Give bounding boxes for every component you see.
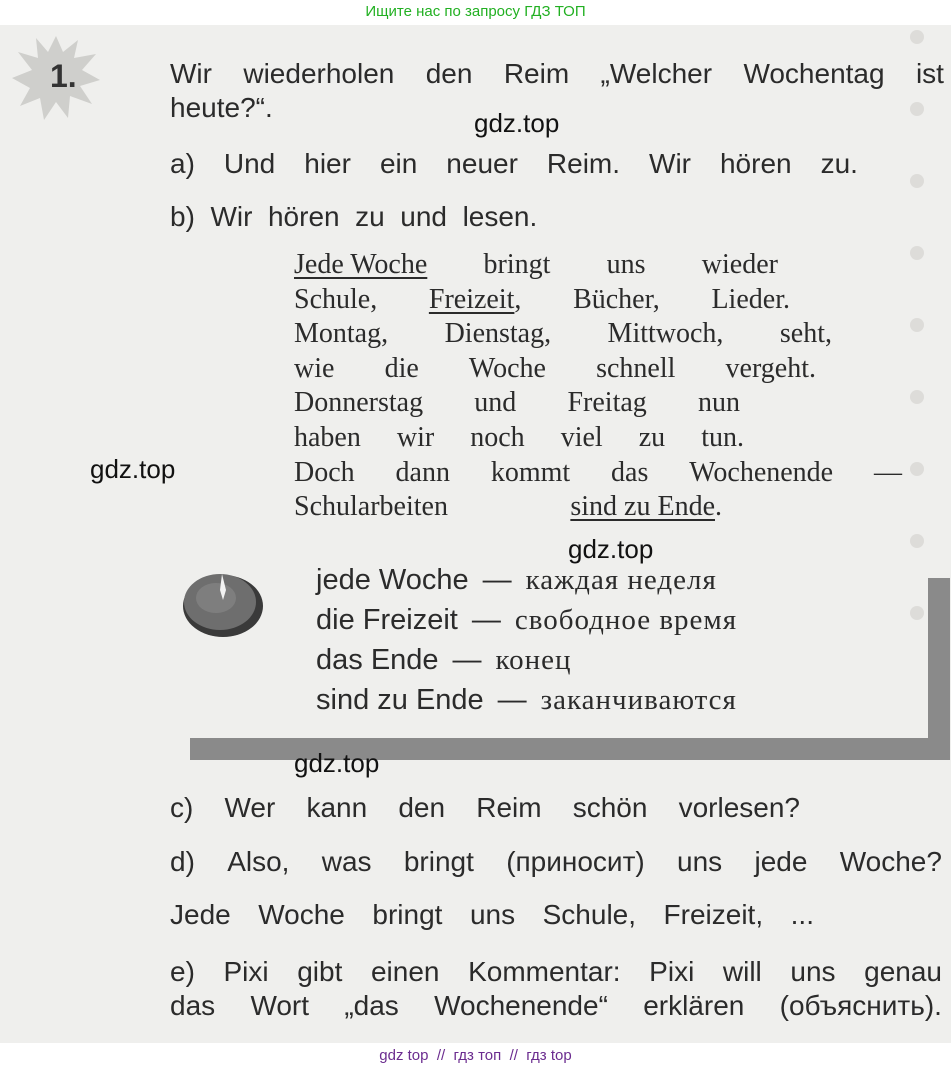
intro-word: „Welcher: [600, 58, 713, 89]
poem-word: Woche: [468, 352, 546, 384]
poem-line-7: [294, 456, 902, 491]
item-c-word: Reim: [476, 792, 542, 823]
item-d: [170, 846, 942, 878]
item-e-word: genau: [864, 956, 942, 987]
item-a-word: hören: [719, 148, 792, 179]
poem-underlined-phrase: Jede Woche: [294, 249, 428, 280]
vocab-dash: —: [452, 643, 482, 676]
poem-word: —: [873, 456, 902, 488]
vocab-row: [316, 640, 737, 680]
item-c-word: vorlesen?: [678, 792, 800, 823]
item-e-word: uns: [790, 956, 836, 987]
poem-line-3: [294, 317, 832, 352]
task-number: 1.: [50, 58, 77, 94]
vocab-german: die Freizeit: [316, 603, 458, 636]
item-e-word: „das: [344, 990, 399, 1021]
decorative-dots: [902, 30, 932, 650]
poem-word: vergeht.: [725, 352, 816, 384]
item-d-answer-word: bringt: [372, 899, 443, 930]
poem-word: Schularbeiten: [294, 491, 448, 523]
item-c-word: Wer: [224, 792, 276, 823]
poem-word: seht,: [779, 318, 832, 350]
poem-word: Bücher,: [573, 283, 660, 315]
poem-word: bringt: [483, 249, 551, 280]
poem-word: Donnerstag: [294, 387, 424, 419]
vocab-russian: свободное время: [514, 603, 738, 636]
vocab-german: das Ende: [316, 643, 439, 676]
vocab-dash: —: [482, 563, 512, 596]
item-e-word: Wort: [250, 990, 310, 1021]
intro-word: Wir: [170, 58, 212, 89]
poem-word: haben: [294, 421, 361, 453]
item-a-word: hier: [304, 148, 351, 179]
item-e-word: Wochenende“: [434, 990, 608, 1021]
poem-word: Montag,: [294, 318, 389, 350]
item-e-line-2: [170, 990, 942, 1022]
poem-word: die: [384, 352, 419, 384]
vocab-dash: —: [471, 603, 501, 636]
item-a-word: Reim.: [546, 148, 621, 179]
item-e-line-1: [170, 956, 942, 988]
item-e-word: Pixi: [223, 956, 269, 987]
item-a-word: a): [170, 148, 195, 179]
item-d-word: was: [321, 846, 372, 877]
poem-word: das: [611, 456, 649, 488]
poem-word: nun: [698, 387, 740, 419]
intro-word: wiederholen: [243, 58, 395, 89]
poem-word: Freitag: [567, 387, 647, 419]
vocab-row: [316, 680, 737, 720]
watermark: gdz.top: [474, 108, 560, 138]
poem-word: Mittwoch,: [607, 318, 724, 350]
item-c-word: schön: [572, 792, 648, 823]
poem-word: ,: [514, 283, 522, 315]
vocab-russian: каждая неделя: [525, 563, 717, 596]
poem-word: kommt: [490, 456, 571, 488]
poem-line-1: [294, 248, 778, 283]
vocab-row: [316, 560, 737, 600]
item-e-word: e): [170, 956, 195, 987]
item-d-answer-word: ...: [790, 899, 814, 930]
item-d-word: d): [170, 846, 195, 877]
intro-line-2: heute?“.: [170, 92, 273, 123]
poem-word: und: [474, 387, 517, 419]
poem-word: Dienstag,: [444, 318, 552, 350]
poem-line-8: [294, 490, 722, 525]
poem-word: Doch: [294, 456, 355, 488]
item-c-word: kann: [306, 792, 368, 823]
push-pin-icon: [182, 568, 264, 638]
vocab-russian: заканчиваются: [540, 683, 737, 716]
item-e-word: gibt: [297, 956, 343, 987]
item-d-answer-word: Freizeit,: [663, 899, 764, 930]
poem-word: tun.: [701, 421, 744, 453]
poem-word: dann: [395, 456, 450, 488]
intro-word: ist: [915, 58, 944, 89]
item-d-word: uns: [677, 846, 723, 877]
item-c: [170, 792, 800, 824]
poem-line-2: [294, 283, 790, 318]
vocab-row: [316, 600, 737, 640]
item-d-word: Also,: [227, 846, 290, 877]
item-e-word: will: [722, 956, 762, 987]
item-e-word: das: [170, 990, 216, 1021]
item-d-word: Woche?: [839, 846, 942, 877]
intro-word: Reim: [503, 58, 570, 89]
item-a: [170, 148, 858, 180]
item-c-word: c): [170, 792, 194, 823]
vocab-german: sind zu Ende: [316, 683, 484, 716]
item-d-word: (приносит): [506, 846, 645, 877]
item-d-word: bringt: [403, 846, 474, 877]
vocab-german: jede Woche: [316, 563, 469, 596]
poem-line-6: [294, 421, 744, 456]
poem-word: uns: [606, 249, 646, 280]
item-a-word: Wir: [649, 148, 691, 179]
item-a-word: zu.: [820, 148, 858, 179]
intro-word: den: [425, 58, 473, 89]
item-d-answer: [170, 899, 814, 931]
item-d-answer-word: uns: [469, 899, 516, 930]
item-b: b) Wir hören zu und lesen.: [170, 201, 538, 232]
poem-line-4: [294, 352, 816, 387]
poem: [294, 248, 902, 525]
item-e-word: (объяснить).: [779, 990, 942, 1021]
watermark: gdz.top: [90, 454, 176, 484]
poem-word: Lieder.: [711, 283, 790, 315]
vocab-russian: конец: [495, 643, 572, 676]
item-d-answer-word: Jede: [170, 899, 231, 930]
item-d-answer-word: Schule,: [542, 899, 637, 930]
item-a-word: Und: [223, 148, 276, 179]
item-e-word: einen: [370, 956, 440, 987]
vocab-box-shadow-right: [928, 578, 950, 760]
item-d-answer-word: Woche: [258, 899, 345, 930]
poem-word: zu: [638, 421, 666, 453]
item-d-word: jede: [754, 846, 808, 877]
intro-line-1: [170, 58, 944, 90]
item-e-word: Kommentar:: [468, 956, 621, 987]
item-c-word: den: [398, 792, 446, 823]
poem-line-5: [294, 386, 740, 421]
watermark: gdz.top: [568, 534, 654, 564]
intro-word: Wochentag: [743, 58, 885, 89]
bottom-banner[interactable]: gdz top // гдз топ // гдз top: [0, 1043, 951, 1071]
poem-word: noch: [470, 421, 525, 453]
poem-word: Schule,: [294, 283, 378, 315]
item-a-word: ein: [379, 148, 418, 179]
item-e-word: erklären: [643, 990, 745, 1021]
item-a-word: neuer: [446, 148, 518, 179]
top-banner[interactable]: Ищите нас по запросу ГДЗ ТОП: [0, 0, 951, 25]
watermark: gdz.top: [294, 748, 380, 778]
poem-word: wieder: [701, 249, 778, 280]
poem-word: viel: [560, 421, 603, 453]
vocabulary-box: [316, 560, 737, 720]
poem-word: wir: [396, 421, 435, 453]
poem-word: Wochenende: [689, 456, 834, 488]
poem-word: schnell: [596, 352, 676, 384]
poem-word: .: [715, 491, 722, 523]
poem-underlined-phrase: sind zu Ende: [570, 491, 715, 523]
item-e-word: Pixi: [649, 956, 695, 987]
poem-word: wie: [294, 352, 335, 384]
vocab-dash: —: [497, 683, 527, 716]
poem-underlined-phrase: Freizeit: [428, 283, 515, 315]
